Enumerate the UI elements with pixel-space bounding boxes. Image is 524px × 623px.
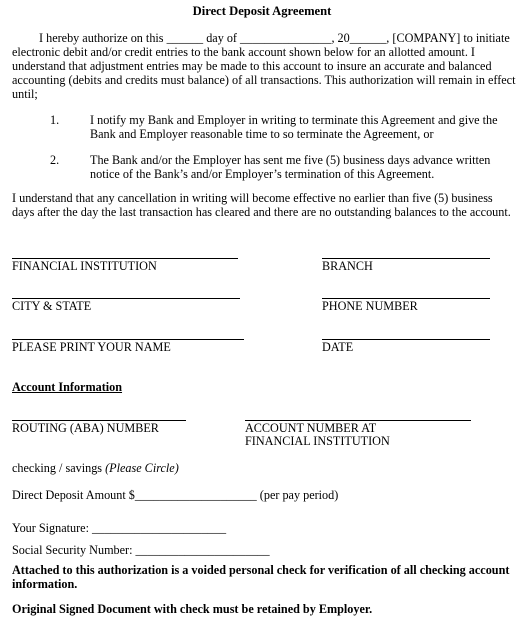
deposit-amount-field[interactable]: ____________________ xyxy=(134,488,257,502)
account-number-label-line2: FINANCIAL INSTITUTION xyxy=(245,434,390,448)
signature-row xyxy=(12,521,226,535)
cancellation-paragraph: I understand that any cancellation in writing will become effective no earlier than five (5) business days after the day the last transaction has cleared and there are no outstanding balances to the account. xyxy=(12,191,511,219)
condition-number-2: 2. xyxy=(50,153,60,167)
account-information-heading: Account Information xyxy=(12,380,123,394)
branch-label: BRANCH xyxy=(322,259,373,273)
routing-number-label: ROUTING (ABA) NUMBER xyxy=(12,421,159,435)
ssn-field[interactable]: ______________________ xyxy=(135,543,270,557)
per-pay-period-label: (per pay period) xyxy=(259,488,339,502)
city-state-label: CITY & STATE xyxy=(12,299,92,313)
signature-field[interactable]: ______________________ xyxy=(92,521,227,535)
date-label: DATE xyxy=(322,340,354,354)
checking-savings-options[interactable]: checking / savings xyxy=(12,461,103,475)
authorization-text: [COMPANY] to initiate electronic debit and/or credit entries to the bank account shown below for an allotted amount. I understand that adjustment entries may be made to this account to insure an accurate and balanced accounting (debits and credits must balance) of all transactions. This authorization will remain in effect until; xyxy=(12,31,516,101)
ssn-label: Social Security Number: xyxy=(12,543,133,557)
authorization-line: I hereby authorize on this ______ day of _______________, 20______, xyxy=(39,31,390,45)
account-number-label-line1: ACCOUNT NUMBER AT xyxy=(245,421,377,435)
condition-text-1: I notify my Bank and Employer in writing to terminate this Agreement and give the Bank and Employer reasonable time to so terminate the Agreement, or xyxy=(90,113,498,141)
please-circle-note: (Please Circle) xyxy=(105,461,179,475)
document-title: Direct Deposit Agreement xyxy=(192,4,332,18)
retention-note: Original Signed Document with check must be retained by Employer. xyxy=(12,602,373,616)
condition-number-1: 1. xyxy=(50,113,60,127)
print-name-label: PLEASE PRINT YOUR NAME xyxy=(12,340,171,354)
financial-institution-label: FINANCIAL INSTITUTION xyxy=(12,259,157,273)
signature-label: Your Signature: xyxy=(12,521,89,535)
deposit-amount-label: Direct Deposit Amount $ xyxy=(12,488,135,502)
deposit-amount-row xyxy=(12,488,338,502)
phone-number-label: PHONE NUMBER xyxy=(322,299,418,313)
condition-text-2: The Bank and/or the Employer has sent me five (5) business days advance written notice of the Bank’s and/or Employer’s termination of this Agreement. xyxy=(90,153,491,181)
authorization-paragraph xyxy=(12,31,517,101)
account-type-row xyxy=(12,461,179,475)
voided-check-note: Attached to this authorization is a voided personal check for verification of all checking account information. xyxy=(12,563,510,591)
ssn-row xyxy=(12,543,270,557)
